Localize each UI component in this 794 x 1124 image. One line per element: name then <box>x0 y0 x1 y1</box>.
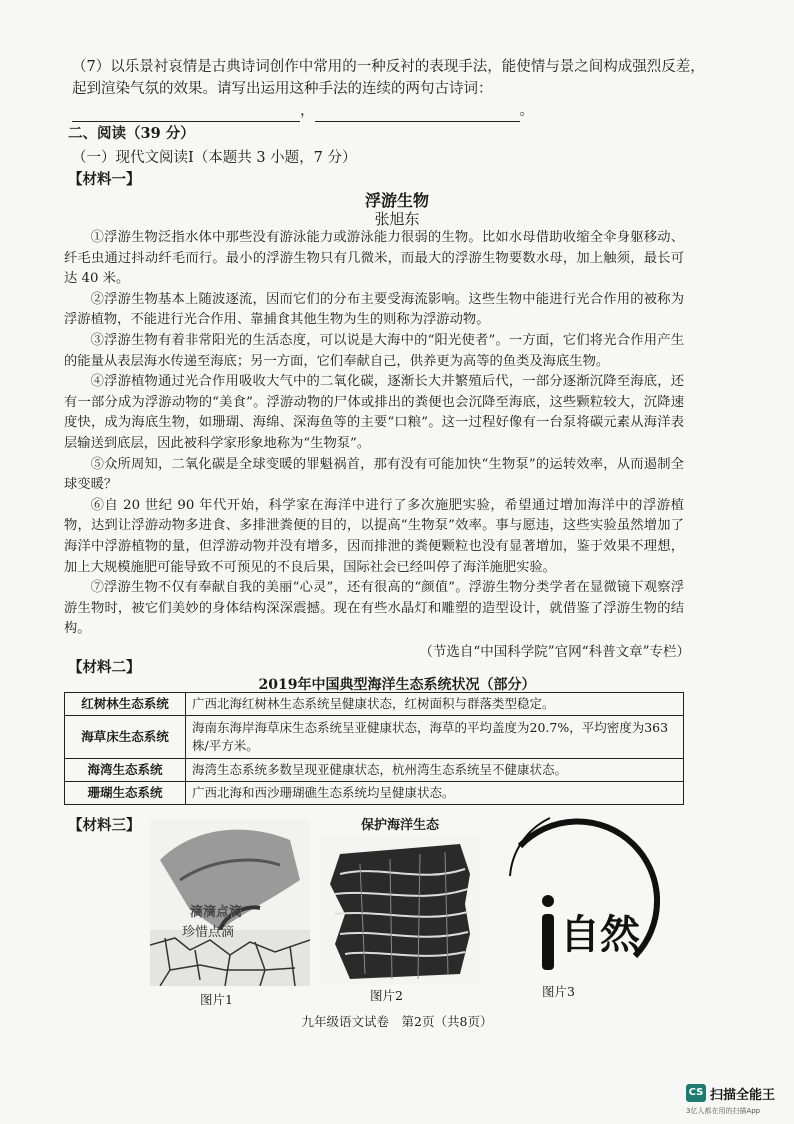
question-7-end: 。 <box>519 103 534 119</box>
nature-logo-illustration <box>490 806 660 980</box>
question-7-text: （7）以乐景衬哀情是古典诗词创作中常用的一种反衬的表现手法，能使情与景之间构成强烈反差，起到渲染气氛的效果。请写出运用这种手法的连续的两句古诗词： <box>72 59 705 97</box>
table-cell-name: 海草床生态系统 <box>65 716 186 759</box>
article-body <box>64 228 684 640</box>
material-3-label: 【材料三】 <box>68 817 141 834</box>
table-cell-name: 红树林生态系统 <box>65 693 186 716</box>
answer-blank-2[interactable] <box>315 105 520 122</box>
table-cell-desc: 广西北海红树林生态系统呈健康状态，红树面积与群落类型稳定。 <box>186 693 684 716</box>
scanner-app-tagline: 3亿人都在用的扫描App <box>686 1107 761 1115</box>
picture-3 <box>490 806 660 980</box>
paragraph: ⑥自 20 世纪 90 年代开始，科学家在海洋中进行了多次施肥实验，希望通过增加海洋中的浮游植物，达到让浮游动物多进食、多排泄粪便的目的，以提高“生物泵”效率。事与愿违，这些实验虽然增加了海洋中浮游植物的量，但浮游动物并没有增多，因而排泄的粪便颗粒也没有显著增加，鉴于效果不理想，加上大规模施肥可能导致不可预见的不良后果，国际社会已经叫停了海洋施肥实验。 <box>64 497 684 575</box>
article-title: 浮游生物 <box>364 191 429 210</box>
table-cell-desc: 广西北海和西沙珊瑚礁生态系统均呈健康状态。 <box>186 782 684 805</box>
caption-3: 图片3 <box>542 984 575 999</box>
ecosystem-table <box>64 692 684 805</box>
picture-1 <box>150 820 310 986</box>
table-row <box>65 759 684 782</box>
caption-1: 图片1 <box>200 992 233 1007</box>
paragraph: ⑦浮游生物不仅有奉献自我的美丽“心灵”，还有很高的“颜值”。浮游生物分类学者在显微镜下观察浮游生物时，被它们美妙的身体结构深深震撼。现在有些水晶灯和雕塑的造型设计，就借鉴了浮游生物的结构。 <box>64 580 684 637</box>
table-title: 2019年中国典型海洋生态系统状况（部分） <box>258 677 536 693</box>
scanner-logo-icon: CS <box>686 1084 706 1102</box>
table-row <box>65 782 684 805</box>
scanner-watermark <box>686 1084 786 1120</box>
table-cell-desc: 海湾生态系统多数呈现亚健康状态，杭州湾生态系统呈不健康状态。 <box>186 759 684 782</box>
table-cell-desc: 海南东海岸海草床生态系统呈亚健康状态，海草的平均盖度为20.7%，平均密度为363株/平方米。 <box>186 716 684 759</box>
picture-2 <box>320 814 480 984</box>
paragraph: ③浮游生物有着非常阳光的生活态度，可以说是大海中的“阳光使者”。一方面，它们将光合作用产生的能量从表层海水传递至海底；另一方面，它们奉献自己，供养更为高等的鱼类及海底生物。 <box>64 332 684 369</box>
answer-blank-1[interactable] <box>72 105 300 122</box>
table-row <box>65 716 684 759</box>
table-cell-name: 珊瑚生态系统 <box>65 782 186 805</box>
paragraph: ⑤众所周知，二氧化碳是全球变暖的罪魁祸首，那有没有可能加快“生物泵”的运转效率，从而遏制全球变暖？ <box>64 456 684 493</box>
paragraph: ②浮游生物基本上随波逐流，因而它们的分布主要受海流影响。这些生物中能进行光合作用的被称为浮游植物，不能进行光合作用、靠捕食其他生物为生的则称为浮游动物。 <box>64 291 684 328</box>
article-source: （节选自“中国科学院”官网“科普文章”专栏） <box>419 644 690 660</box>
picture-1-text-bottom: 珍惜点滴 <box>182 925 235 940</box>
picture-2-title: 保护海洋生态 <box>360 818 439 833</box>
picture-1-text-top: 滴滴点滴 <box>190 905 243 920</box>
caption-2: 图片2 <box>370 988 403 1003</box>
subsection-heading: （一）现代文阅读Ⅰ（本题共 3 小题，7 分） <box>72 150 357 166</box>
page-footer: 九年级语文试卷 第2页（共8页） <box>301 1014 493 1029</box>
scanner-app-name: 扫描全能王 <box>710 1088 776 1103</box>
question-7 <box>72 56 712 122</box>
material-1-label: 【材料一】 <box>68 171 141 188</box>
question-7-sep: ， <box>300 103 315 119</box>
drought-illustration <box>150 820 310 986</box>
paragraph: ①浮游生物泛指水体中那些没有游泳能力或游泳能力很弱的生物。比如水母借助收缩全伞身躯移动、纤毛虫通过抖动纤毛而行。最小的浮游生物只有几微米，而最大的浮游生物要数水母，加上触须，最长可达 40 米。 <box>64 230 684 287</box>
ocean-waves-illustration <box>320 834 480 984</box>
paragraph: ④浮游植物通过光合作用吸收大气中的二氧化碳，逐渐长大并繁殖后代，一部分逐渐沉降至海底，还有一部分成为浮游动物的“美食”。浮游动物的尸体或排出的粪便也会沉降至海底，这些颗粒较大，沉降速度快，成为海底生物，如珊瑚、海绵、深海鱼等的主要“口粮”。这一过程好像有一台泵将碳元素从海洋表层输送到底层，因此被科学家形象地称为“生物泵”。 <box>64 374 684 451</box>
table-row <box>65 693 684 716</box>
section-reading-heading: 二、阅读（39 分） <box>68 125 195 142</box>
material-2-label: 【材料二】 <box>68 659 141 676</box>
table-cell-name: 海湾生态系统 <box>65 759 186 782</box>
article-author: 张旭东 <box>374 210 420 228</box>
picture-3-text: 自然 <box>560 912 640 958</box>
